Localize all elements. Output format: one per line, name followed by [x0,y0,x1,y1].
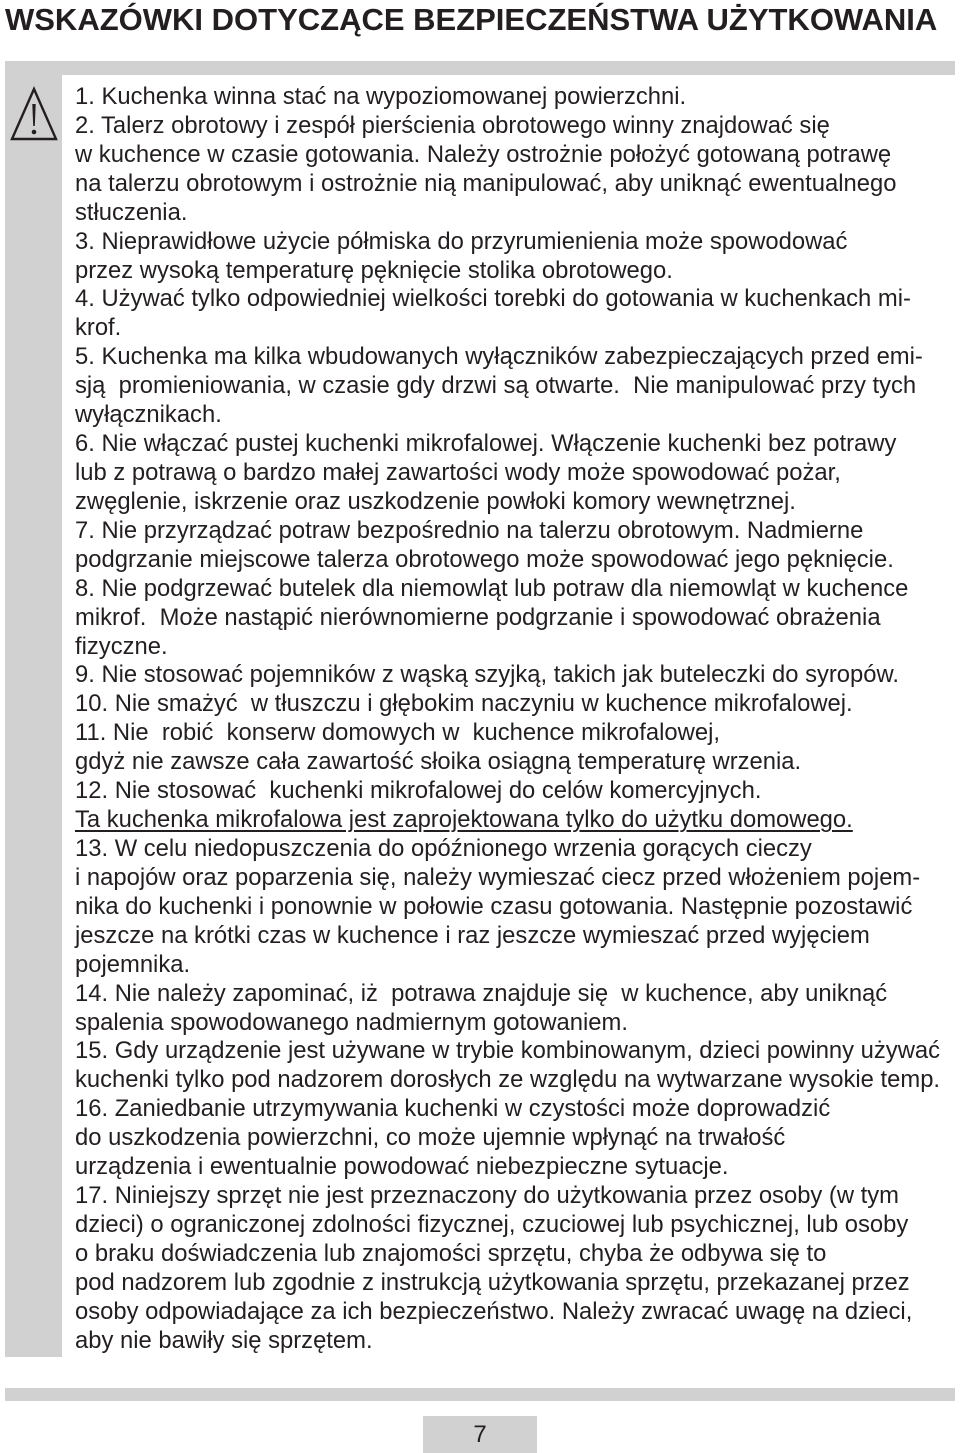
footer-rule [5,1388,955,1401]
text-line: 4. Używać tylko odpowiedniej wielkości torebki do gotowania w kuchenkach mi- [75,285,911,313]
text-line: 15. Gdy urządzenie jest używane w trybie kombinowanym, dzieci powinny używać [75,1037,941,1065]
text-line: lub z potrawą o bardzo małej zawartości wody może spowodować pożar, [75,458,841,486]
text-line: gdyż nie zawsze cała zawartość słoika osiągną temperaturę wrzenia. [75,748,802,776]
text-line: 2. Talerz obrotowy i zespół pierścienia obrotowego winny znajdować się [75,111,830,139]
text-line: spalenia spowodowanego nadmiernym gotowaniem. [75,1008,628,1036]
text-line: kuchenki tylko pod nadzorem dorosłych ze względu na wytwarzane wysokie temp. [75,1066,941,1094]
text-line: podgrzanie miejscowe talerza obrotowego może spowodować jego pęknięcie. [75,545,894,573]
text-line [75,806,955,835]
text-line: wyłącznikach. [75,401,222,429]
text-line: 11. Nie robić konserw domowych w kuchence mikrofalowej, [75,719,720,747]
text-line: 12. Nie stosować kuchenki mikrofalowej do celów komercyjnych. [75,777,762,805]
domestic-use-notice: Ta kuchenka mikrofalowa jest zaprojektowana tylko do użytku domowego. [75,806,853,834]
text-line: aby nie bawiły się sprzętem. [75,1326,373,1354]
text-line: sją promieniowania, w czasie gdy drzwi są otwarte. Nie manipulować przy tych [75,372,917,400]
text-line: osoby odpowiadające za ich bezpieczeństwo. Należy zwracać uwagę na dzieci, [75,1297,913,1325]
text-line: krof. [75,314,122,342]
text-line: pod nadzorem lub zgodnie z instrukcją użytkowania sprzętu, przekazanej przez [75,1268,910,1296]
safety-instructions [75,83,955,1356]
text-line: 1. Kuchenka winna stać na wypoziomowanej powierzchni. [75,83,687,110]
text-line: jeszcze na krótki czas w kuchence i raz jeszcze wymieszać przed wyjęciem [75,921,870,949]
text-line: 5. Kuchenka ma kilka wbudowanych wyłączników zabezpieczających przed emi- [75,343,923,371]
text-line: 14. Nie należy zapominać, iż potrawa znajduje się w kuchence, aby uniknąć [75,979,888,1007]
text-line: 6. Nie włączać pustej kuchenki mikrofalowej. Włączenie kuchenki bez potrawy [75,430,897,458]
text-line: 16. Zaniedbanie utrzymywania kuchenki w czystości może doprowadzić [75,1095,831,1123]
text-line: 13. W celu niedopuszczenia do opóźnionego wrzenia gorących cieczy [75,834,812,862]
text-line: dzieci) o ograniczonej zdolności fizycznej, czuciowej lub psychicznej, lub osoby [75,1210,909,1238]
text-line: stłuczenia. [75,198,188,226]
text-line: do uszkodzenia powierzchni, co może ujemnie wpłynąć na trwałość [75,1124,786,1152]
text-line: pojemnika. [75,950,191,978]
text-line: na talerzu obrotowym i ostrożnie nią manipulować, aby uniknąć ewentualnego [75,169,897,197]
text-line: i napojów oraz poparzenia się, należy wymieszać ciecz przed włożeniem pojem- [75,863,921,891]
text-line: nika do kuchenki i ponownie w połowie czasu gotowania. Następnie pozostawić [75,892,913,920]
text-line: zwęglenie, iskrzenie oraz uszkodzenie powłoki komory wewnętrznej. [75,487,796,515]
text-line: w kuchence w czasie gotowania. Należy ostrożnie położyć gotowaną potrawę [75,140,892,168]
text-line: mikrof. Może nastąpić nierównomierne podgrzanie i spowodować obrażenia [75,603,881,631]
text-line: 10. Nie smażyć w tłuszczu i głębokim naczyniu w kuchence mikrofalowej. [75,690,853,718]
page-title: WSKAZÓWKI DOTYCZĄCE BEZPIECZEŃSTWA UŻYTKOWANIA [5,2,938,37]
text-line: 8. Nie podgrzewać butelek dla niemowląt lub potraw dla niemowląt w kuchence [75,574,909,602]
text-line: przez wysoką temperaturę pęknięcie stolika obrotowego. [75,256,673,284]
warning-triangle-icon [10,86,58,142]
text-line: 3. Nieprawidłowe użycie półmiska do przyrumienienia może spowodować [75,227,848,255]
page-number: 7 [423,1416,537,1453]
header-rule [5,61,955,75]
text-line: 17. Niniejszy sprzęt nie jest przeznaczony do użytkowania przez osoby (w tym [75,1182,899,1210]
text-line: 7. Nie przyrządzać potraw bezpośrednio na talerzu obrotowym. Nadmierne [75,516,864,544]
text-line: 9. Nie stosować pojemników z wąską szyjką, takich jak buteleczki do syropów. [75,661,899,689]
text-line: o braku doświadczenia lub znajomości sprzętu, chyba że odbywa się to [75,1239,827,1267]
side-margin-bar [5,75,62,1357]
text-line: urządzenia i ewentualnie powodować niebezpieczne sytuacje. [75,1153,729,1181]
text-line: fizyczne. [75,632,168,660]
